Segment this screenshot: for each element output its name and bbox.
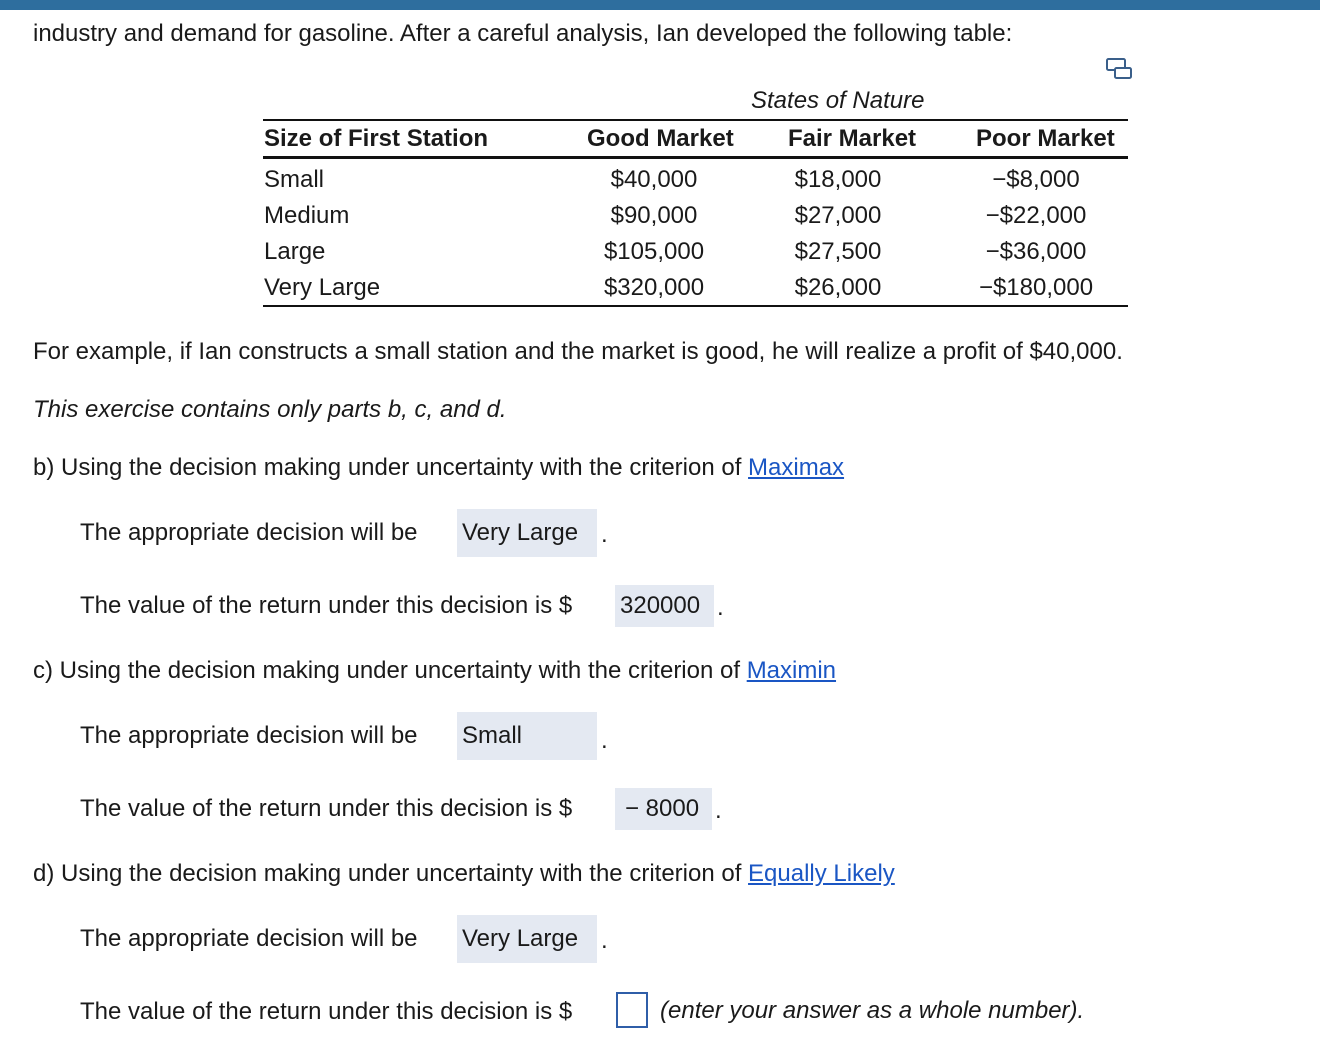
cell-large-poor: −$36,000 <box>985 238 1087 265</box>
cell-large-good: $105,000 <box>603 238 705 265</box>
part-d-question-text: d) Using the decision making under uncertainty with the criterion of <box>33 860 742 887</box>
maximin-link[interactable]: Maximin <box>746 657 837 684</box>
cell-medium-good: $90,000 <box>610 202 698 229</box>
row-label-small: Small <box>264 166 325 193</box>
part-c-decision-answer[interactable]: Small <box>457 712 597 760</box>
cell-medium-poor: −$22,000 <box>985 202 1087 229</box>
part-b-decision-label: The appropriate decision will be <box>80 519 418 546</box>
exercise-note: This exercise contains only parts b, c, and d. <box>33 396 507 423</box>
part-b-decision-period: . <box>601 521 608 548</box>
part-b-value-answer[interactable]: 320000 <box>615 585 714 627</box>
table-header-rule <box>263 156 1128 159</box>
part-c-value-answer[interactable]: − 8000 <box>615 788 712 830</box>
part-d-decision-label: The appropriate decision will be <box>80 925 418 952</box>
part-d-value-label: The value of the return under this decision is $ <box>80 998 573 1025</box>
part-d-decision-period: . <box>601 927 608 954</box>
part-c-question-text: c) Using the decision making under uncertainty with the criterion of <box>33 657 741 684</box>
part-c-decision-label: The appropriate decision will be <box>80 722 418 749</box>
header-good-market: Good Market <box>587 125 734 152</box>
cell-large-fair: $27,500 <box>794 238 882 265</box>
part-b-question-text: b) Using the decision making under uncertainty with the criterion of <box>33 454 742 481</box>
equally-likely-link[interactable]: Equally Likely <box>748 860 895 887</box>
top-bar <box>0 0 1320 10</box>
header-poor-market: Poor Market <box>976 125 1115 152</box>
cell-very-large-good: $320,000 <box>603 274 705 301</box>
table-top-rule <box>263 119 1128 121</box>
row-label-large: Large <box>264 238 326 265</box>
table-bottom-rule <box>263 305 1128 307</box>
maximax-link[interactable]: Maximax <box>748 454 845 481</box>
cell-medium-fair: $27,000 <box>794 202 882 229</box>
header-size-of-first-station: Size of First Station <box>264 125 489 152</box>
part-c-decision-period: . <box>601 727 608 754</box>
part-d-decision-answer[interactable]: Very Large <box>457 915 597 963</box>
part-d-value-hint: (enter your answer as a whole number). <box>660 997 1085 1024</box>
header-fair-market: Fair Market <box>788 125 917 152</box>
part-b-value-label: The value of the return under this decision is $ <box>80 592 573 619</box>
table-caption: States of Nature <box>751 87 925 114</box>
part-b-value-period: . <box>717 594 724 621</box>
intro-text: industry and demand for gasoline. After a careful analysis, Ian developed the following table: <box>33 20 1013 47</box>
cell-very-large-poor: −$180,000 <box>978 274 1094 301</box>
part-d-question <box>33 862 895 886</box>
part-d-value-input[interactable] <box>616 992 648 1028</box>
part-c-value-period: . <box>715 797 722 824</box>
part-b-decision-answer[interactable]: Very Large <box>457 509 597 557</box>
cell-small-poor: −$8,000 <box>992 166 1080 193</box>
part-b-question <box>33 456 844 480</box>
cell-small-good: $40,000 <box>610 166 698 193</box>
cell-very-large-fair: $26,000 <box>794 274 882 301</box>
cell-small-fair: $18,000 <box>794 166 882 193</box>
copy-table-icon[interactable] <box>1106 56 1132 80</box>
example-text: For example, if Ian constructs a small station and the market is good, he will realize a profit of $40,000. <box>33 338 1123 365</box>
part-c-question <box>33 659 836 683</box>
row-label-very-large: Very Large <box>264 274 381 301</box>
row-label-medium: Medium <box>264 202 350 229</box>
part-c-value-label: The value of the return under this decision is $ <box>80 795 573 822</box>
